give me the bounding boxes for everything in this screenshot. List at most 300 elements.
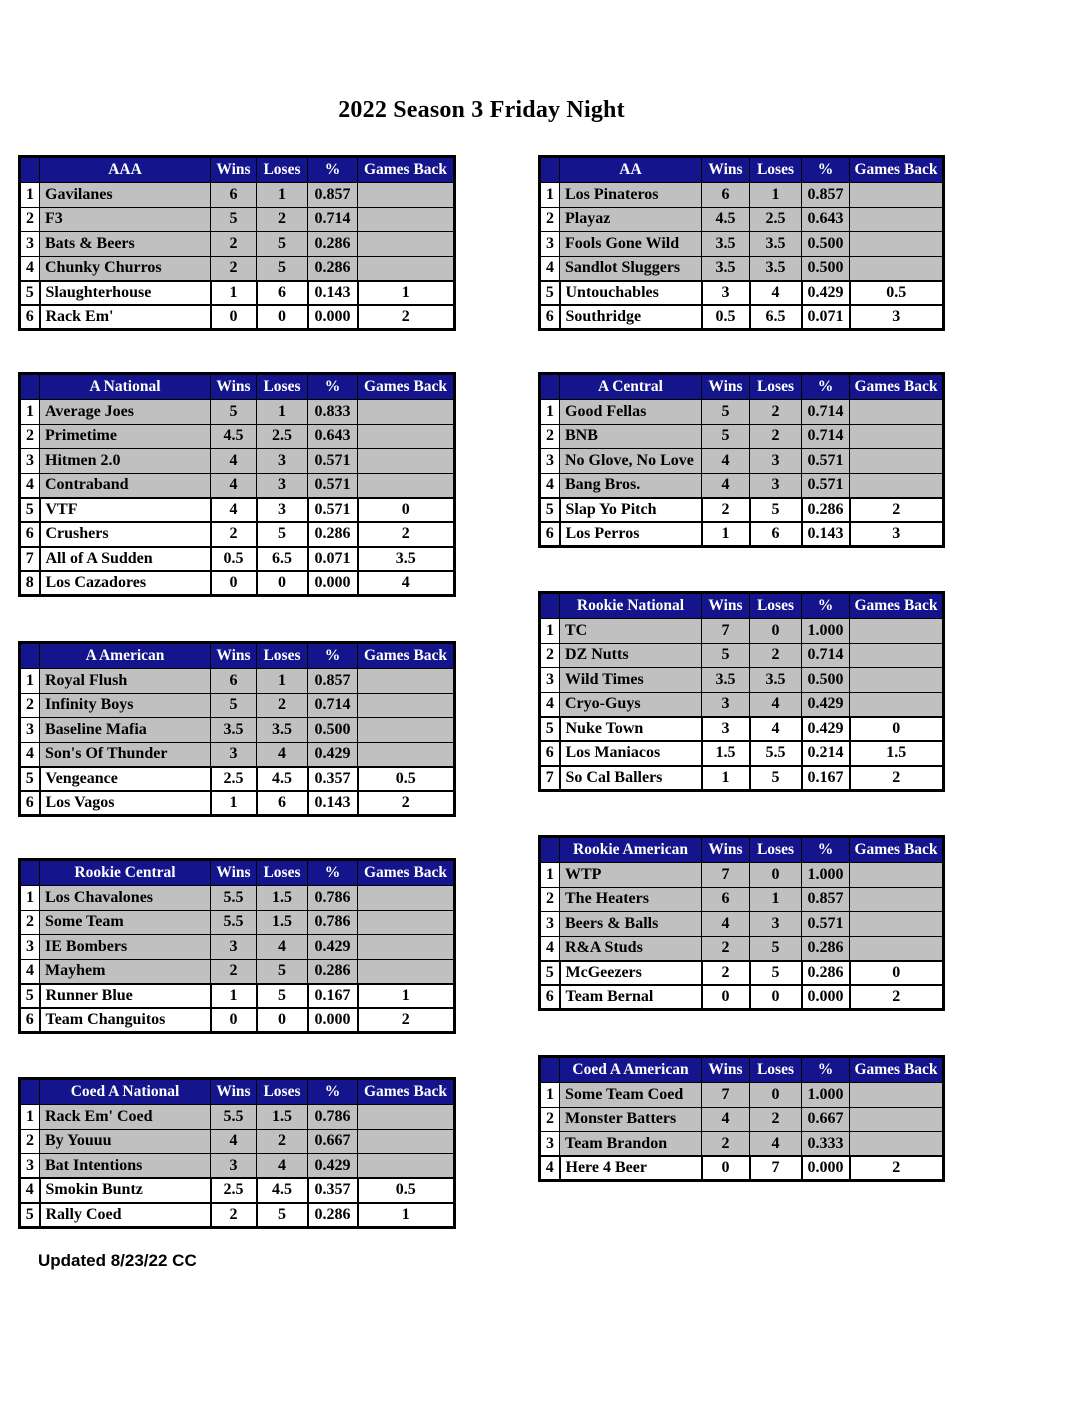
loses-cell: 1 [257,400,308,425]
games-back-cell: 0 [850,717,944,742]
rank-cell: 4 [540,1156,560,1181]
standings-table [538,591,945,792]
games-back-column-header: Games Back [358,1079,455,1105]
wins-cell: 5 [702,400,750,425]
team-name-cell: Bat Intentions [40,1154,211,1179]
pct-cell: 0.429 [802,692,850,717]
wins-cell: 2 [211,256,257,281]
pct-cell: 0.571 [802,912,850,937]
pct-cell: 0.143 [308,791,358,816]
team-name-cell: Hitmen 2.0 [40,449,211,474]
rank-cell: 5 [540,498,560,523]
pct-cell: 0.000 [308,305,358,330]
loses-cell: 6 [257,281,308,306]
team-name-cell: Chunky Churros [40,256,211,281]
team-row [540,232,944,257]
loses-cell: 6 [750,522,802,547]
rank-cell: 2 [540,1107,560,1132]
pct-cell: 0.143 [802,522,850,547]
rank-cell: 4 [20,473,40,498]
team-name-cell: Los Maniacos [560,741,702,766]
pct-cell: 0.571 [802,449,850,474]
games-back-cell: 2 [850,498,944,523]
loses-column-header: Loses [750,1057,802,1083]
team-row [20,693,455,718]
wins-column-header: Wins [211,157,257,183]
league-name-header: A Central [560,374,702,400]
wins-column-header: Wins [211,643,257,669]
pct-cell: 0.286 [308,232,358,257]
loses-cell: 2 [750,424,802,449]
team-name-cell: WTP [560,863,702,888]
pct-cell: 0.357 [308,1178,358,1203]
games-back-cell: 2 [358,522,455,547]
wins-cell: 3 [702,692,750,717]
loses-cell: 2 [750,643,802,668]
rank-cell: 1 [540,1083,560,1108]
league-table-a-american [18,641,456,817]
update-note: Updated 8/23/22 CC [38,1251,197,1270]
rank-cell: 5 [20,1203,40,1228]
team-row [20,424,455,449]
games-back-cell [358,449,455,474]
loses-cell: 6.5 [257,547,308,572]
rank-cell: 2 [20,910,40,935]
wins-cell: 0 [702,1156,750,1181]
league-name-header: Coed A American [560,1057,702,1083]
loses-cell: 1.5 [257,886,308,911]
loses-cell: 4 [750,1132,802,1157]
loses-column-header: Loses [257,157,308,183]
rank-cell: 2 [20,1129,40,1154]
rank-cell: 3 [540,912,560,937]
rank-cell: 2 [540,207,560,232]
rank-cell: 1 [20,669,40,694]
pct-column-header: % [308,374,358,400]
team-row [540,256,944,281]
games-back-cell: 0.5 [358,1178,455,1203]
league-table-a-national [18,372,456,597]
pct-cell: 0.714 [308,693,358,718]
games-back-cell: 0 [850,961,944,986]
loses-cell: 0 [750,863,802,888]
wins-cell: 1 [702,522,750,547]
wins-cell: 2 [211,1203,257,1228]
league-table-coed-a-national [18,1077,456,1229]
team-row [540,985,944,1010]
wins-cell: 3.5 [702,256,750,281]
loses-column-header: Loses [257,374,308,400]
team-row [540,863,944,888]
league-table-coed-a-american [538,1055,945,1182]
loses-cell: 4 [257,1154,308,1179]
rank-cell: 6 [20,1008,40,1033]
pct-cell: 0.667 [308,1129,358,1154]
pct-cell: 0.286 [308,1203,358,1228]
team-name-cell: Rack Em' [40,305,211,330]
wins-cell: 4 [211,449,257,474]
wins-cell: 1.5 [702,741,750,766]
team-name-cell: Good Fellas [560,400,702,425]
games-back-cell: 1 [358,281,455,306]
loses-cell: 5 [750,766,802,791]
games-back-cell: 2 [850,1156,944,1181]
pct-column-header: % [802,1057,850,1083]
games-back-cell: 2 [850,766,944,791]
standings-table [538,835,945,1011]
games-back-cell [850,619,944,644]
games-back-cell: 3 [850,522,944,547]
wins-cell: 5.5 [211,1105,257,1130]
team-row [20,498,455,523]
team-name-cell: Wild Times [560,668,702,693]
games-back-cell [850,1107,944,1132]
team-row [20,935,455,960]
team-row [540,473,944,498]
pct-cell: 1.000 [802,863,850,888]
pct-cell: 0.500 [802,232,850,257]
rank-cell: 1 [20,1105,40,1130]
standings-table [18,858,456,1034]
header-row [540,593,944,619]
team-row [20,256,455,281]
rank-cell: 1 [20,400,40,425]
team-row [20,1203,455,1228]
rank-cell: 4 [540,256,560,281]
team-row [20,767,455,792]
rank-cell: 3 [20,232,40,257]
rank-cell: 1 [20,886,40,911]
team-row [540,741,944,766]
pct-cell: 0.357 [308,767,358,792]
pct-cell: 0.286 [308,256,358,281]
rank-cell: 3 [20,449,40,474]
pct-cell: 0.286 [802,961,850,986]
team-name-cell: Slap Yo Pitch [560,498,702,523]
loses-cell: 1 [750,887,802,912]
wins-cell: 3 [211,935,257,960]
loses-cell: 4.5 [257,1178,308,1203]
loses-cell: 2 [750,1107,802,1132]
games-back-cell [358,473,455,498]
games-back-cell [358,232,455,257]
pct-cell: 0.071 [802,305,850,330]
rank-cell: 5 [20,767,40,792]
team-name-cell: Nuke Town [560,717,702,742]
loses-cell: 5.5 [750,741,802,766]
loses-cell: 3 [257,473,308,498]
rank-cell: 2 [540,424,560,449]
team-name-cell: Southridge [560,305,702,330]
games-back-cell [358,1129,455,1154]
rank-cell: 2 [20,207,40,232]
loses-column-header: Loses [257,1079,308,1105]
games-back-cell [850,887,944,912]
pct-column-header: % [308,643,358,669]
wins-cell: 5 [702,643,750,668]
loses-column-header: Loses [750,157,802,183]
games-back-column-header: Games Back [850,593,944,619]
loses-cell: 3.5 [750,232,802,257]
team-row [540,717,944,742]
games-back-cell [850,643,944,668]
team-row [540,522,944,547]
team-name-cell: Rally Coed [40,1203,211,1228]
pct-cell: 0.167 [308,984,358,1009]
team-name-cell: Rack Em' Coed [40,1105,211,1130]
pct-cell: 1.000 [802,619,850,644]
team-name-cell: Some Team Coed [560,1083,702,1108]
games-back-cell [358,718,455,743]
games-back-cell [850,424,944,449]
games-back-cell: 4 [358,571,455,596]
team-name-cell: No Glove, No Love [560,449,702,474]
wins-cell: 2 [211,232,257,257]
loses-cell: 2 [257,1129,308,1154]
games-back-cell [358,910,455,935]
team-name-cell: Playaz [560,207,702,232]
loses-cell: 3 [257,449,308,474]
loses-cell: 4 [257,742,308,767]
pct-cell: 0.786 [308,910,358,935]
wins-cell: 4 [211,498,257,523]
wins-cell: 6 [211,183,257,208]
pct-cell: 0.000 [802,985,850,1010]
games-back-cell [850,1132,944,1157]
pct-column-header: % [308,1079,358,1105]
loses-cell: 3 [750,449,802,474]
team-row [20,183,455,208]
games-back-cell [358,886,455,911]
team-name-cell: Contraband [40,473,211,498]
games-back-cell: 2 [358,1008,455,1033]
wins-cell: 5 [702,424,750,449]
pct-cell: 0.071 [308,547,358,572]
loses-cell: 3.5 [750,256,802,281]
team-row [540,305,944,330]
pct-cell: 0.429 [802,281,850,306]
games-back-cell [850,473,944,498]
team-row [20,669,455,694]
team-name-cell: Los Chavalones [40,886,211,911]
rank-column-header [540,837,560,863]
team-row [20,718,455,743]
team-row [540,281,944,306]
team-row [540,936,944,961]
league-name-header: Rookie National [560,593,702,619]
loses-cell: 5 [750,961,802,986]
pct-column-header: % [802,157,850,183]
pct-cell: 0.571 [308,498,358,523]
pct-column-header: % [308,860,358,886]
rank-cell: 6 [540,985,560,1010]
team-name-cell: McGeezers [560,961,702,986]
wins-cell: 4 [702,912,750,937]
loses-cell: 5 [257,984,308,1009]
loses-cell: 1 [750,183,802,208]
team-name-cell: Monster Batters [560,1107,702,1132]
pct-cell: 0.857 [802,887,850,912]
rank-cell: 3 [540,668,560,693]
team-name-cell: Team Changuitos [40,1008,211,1033]
wins-cell: 1 [211,984,257,1009]
league-name-header: A National [40,374,211,400]
loses-cell: 4 [750,692,802,717]
pct-cell: 0.714 [308,207,358,232]
pct-cell: 0.333 [802,1132,850,1157]
games-back-cell: 2 [358,791,455,816]
team-row [20,305,455,330]
team-name-cell: IE Bombers [40,935,211,960]
pct-cell: 0.286 [802,936,850,961]
rank-cell: 6 [20,791,40,816]
games-back-cell [850,863,944,888]
wins-cell: 2 [702,961,750,986]
loses-cell: 2 [257,207,308,232]
wins-column-header: Wins [702,157,750,183]
games-back-column-header: Games Back [850,157,944,183]
games-back-cell [358,256,455,281]
team-row [540,400,944,425]
team-name-cell: Fools Gone Wild [560,232,702,257]
wins-cell: 0 [211,571,257,596]
team-row [20,547,455,572]
standings-table [18,155,456,331]
loses-cell: 2.5 [257,424,308,449]
games-back-cell [850,207,944,232]
league-name-header: Coed A National [40,1079,211,1105]
wins-cell: 2.5 [211,1178,257,1203]
team-row [20,207,455,232]
header-row [20,157,455,183]
loses-cell: 6 [257,791,308,816]
team-row [20,1154,455,1179]
games-back-column-header: Games Back [850,374,944,400]
wins-cell: 4 [702,473,750,498]
team-name-cell: By Youuu [40,1129,211,1154]
rank-column-header [20,157,40,183]
wins-cell: 1 [211,281,257,306]
team-row [540,449,944,474]
team-row [540,912,944,937]
team-name-cell: VTF [40,498,211,523]
rank-cell: 4 [540,936,560,961]
team-row [20,281,455,306]
games-back-cell: 3.5 [358,547,455,572]
wins-cell: 7 [702,863,750,888]
team-row [20,959,455,984]
rank-cell: 3 [540,1132,560,1157]
pct-cell: 0.286 [802,498,850,523]
wins-cell: 3 [211,742,257,767]
team-name-cell: All of A Sudden [40,547,211,572]
games-back-cell [358,669,455,694]
wins-column-header: Wins [211,374,257,400]
loses-cell: 0 [750,1083,802,1108]
pct-column-header: % [802,374,850,400]
pct-cell: 0.000 [308,571,358,596]
loses-cell: 1.5 [257,910,308,935]
rank-cell: 5 [20,281,40,306]
header-row [540,157,944,183]
standings-table [18,372,456,597]
team-row [20,232,455,257]
pct-cell: 0.500 [802,256,850,281]
games-back-cell [358,424,455,449]
games-back-cell [850,936,944,961]
team-name-cell: Baseline Mafia [40,718,211,743]
team-row [20,886,455,911]
pct-cell: 0.500 [802,668,850,693]
team-name-cell: Infinity Boys [40,693,211,718]
wins-cell: 3 [702,717,750,742]
rank-column-header [540,593,560,619]
team-name-cell: R&A Studs [560,936,702,961]
rank-cell: 6 [540,305,560,330]
team-name-cell: Primetime [40,424,211,449]
rank-column-header [20,374,40,400]
wins-column-header: Wins [702,593,750,619]
team-row [540,766,944,791]
team-row [540,183,944,208]
wins-cell: 1 [702,766,750,791]
games-back-column-header: Games Back [358,643,455,669]
loses-cell: 2 [257,693,308,718]
team-row [540,643,944,668]
team-name-cell: DZ Nutts [560,643,702,668]
loses-cell: 4 [750,281,802,306]
games-back-column-header: Games Back [358,157,455,183]
pct-cell: 0.571 [308,449,358,474]
team-name-cell: Gavilanes [40,183,211,208]
rank-cell: 4 [20,1178,40,1203]
games-back-cell [850,183,944,208]
wins-cell: 5 [211,693,257,718]
team-name-cell: Beers & Balls [560,912,702,937]
team-row [20,400,455,425]
loses-cell: 3.5 [257,718,308,743]
rank-cell: 4 [20,742,40,767]
team-row [540,1083,944,1108]
pct-cell: 0.643 [802,207,850,232]
loses-cell: 5 [750,498,802,523]
pct-cell: 0.786 [308,886,358,911]
wins-cell: 5 [211,207,257,232]
league-table-aa [538,155,945,331]
rank-column-header [20,643,40,669]
loses-cell: 0 [750,619,802,644]
loses-column-header: Loses [257,643,308,669]
header-row [20,1079,455,1105]
loses-cell: 3 [750,473,802,498]
team-name-cell: Los Pinateros [560,183,702,208]
rank-cell: 1 [540,619,560,644]
games-back-cell: 2 [850,985,944,1010]
team-row [540,961,944,986]
wins-cell: 2.5 [211,767,257,792]
wins-cell: 4.5 [702,207,750,232]
games-back-cell [358,935,455,960]
rank-cell: 6 [540,522,560,547]
loses-cell: 0 [750,985,802,1010]
pct-cell: 0.286 [308,522,358,547]
team-row [540,692,944,717]
games-back-cell [850,232,944,257]
loses-cell: 0 [257,1008,308,1033]
team-row [540,1107,944,1132]
wins-cell: 7 [702,619,750,644]
games-back-cell [358,1105,455,1130]
